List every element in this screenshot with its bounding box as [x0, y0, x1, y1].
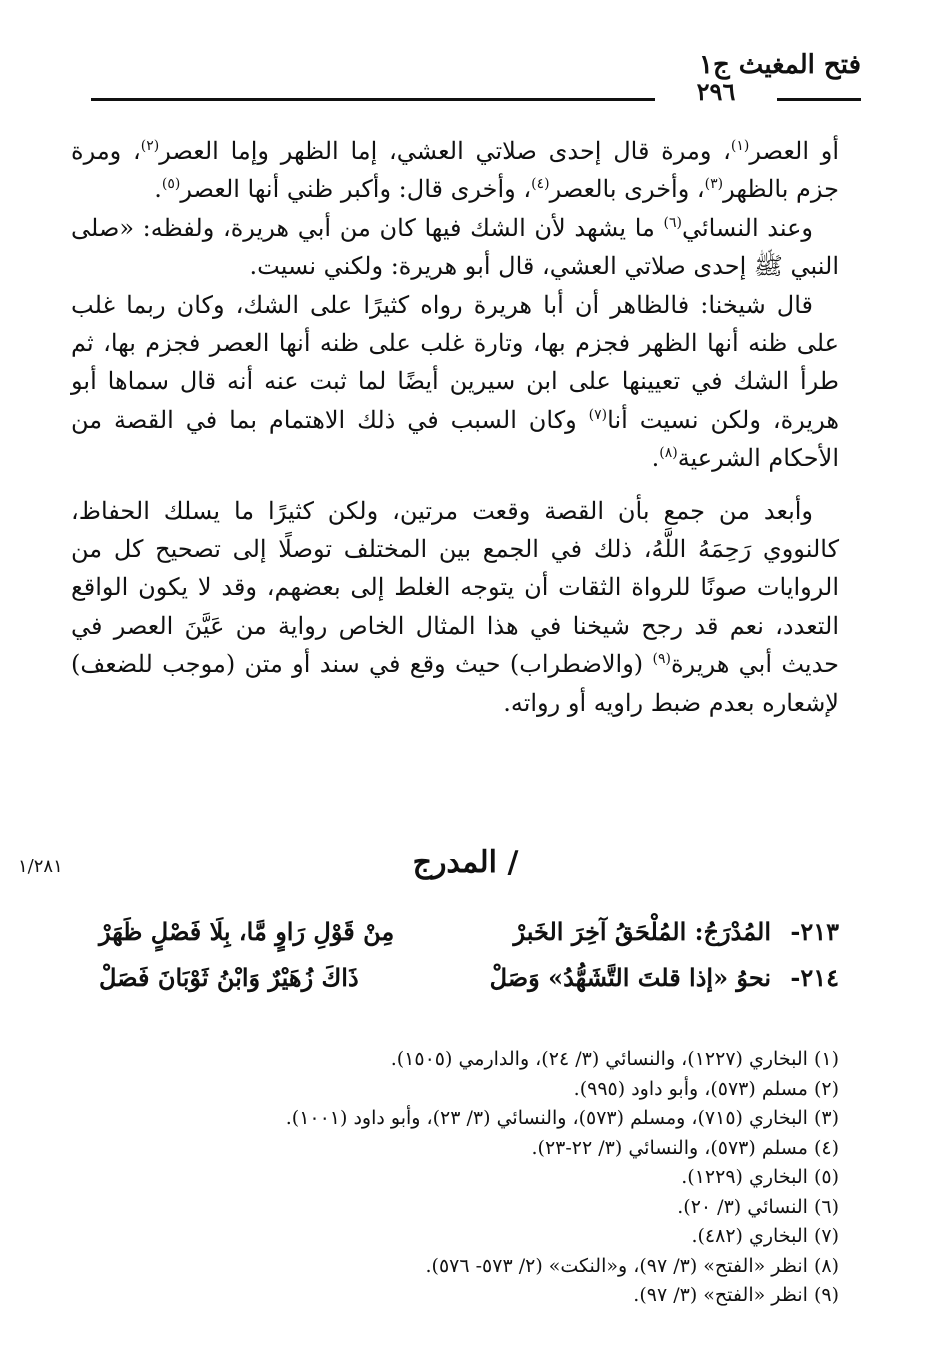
- poem-verses: [99, 917, 839, 1012]
- footnote-item: (٣) البخاري (٧١٥)، ومسلم (٥٧٣)، والنسائي (٣/ ٢٣)، وأبو داود (١٠٠١).: [285, 1107, 839, 1129]
- text-run: وعند النسائي: [682, 213, 814, 242]
- text-run: قال شيخنا: فالظاهر أن أبا هريرة رواه كثيرًا على الشك، وكان ربما غلب على ظنه أنها الظهر فجزم بها، وتارة غلب على ظنه أنها العصر فجزم بها، ثم طرأ الشك في تعيينها على ابن سيرين أيضًا لما ثبت عنه أنه قال سماها أبو هريرة، ولكن نسيت أنا: [71, 290, 839, 434]
- footnote-item: (٦) النسائي (٣/ ٢٠).: [677, 1195, 839, 1218]
- text-run: ، ومرة قال إحدى صلاتي العشي، إما الظهر وإما العصر: [159, 137, 731, 165]
- verse-second-hemistich: ذَاكَ زُهَيْرٌ وَابْنُ ثَوْبَانَ فَصَلْ: [99, 963, 359, 992]
- footnote-ref-5[interactable]: (٥): [161, 176, 181, 193]
- verse-line: [99, 917, 839, 960]
- footnote-item: (٨) انظر «الفتح» (٣/ ٩٧)، و«النكت» (٢/ ٥٧٣- ٥٧٦).: [425, 1254, 839, 1277]
- text-run: ، وأخرى بالعصر: [549, 175, 705, 204]
- body-text: [71, 132, 839, 722]
- footnotes: [79, 1045, 839, 1311]
- footnote-item: (٥) البخاري (١٢٢٩).: [681, 1166, 839, 1188]
- footnote-ref-7[interactable]: (٧): [588, 406, 608, 423]
- text-run: ما يشهد لأن الشك فيها كان من أبي هريرة، ولفظه: «صلى النبي ﷺ إحدى صلاتي العشي، قال أبو هريرة: ولكني نسيت.: [71, 213, 839, 281]
- text-run: وأبعد من جمع بأن القصة وقعت مرتين، ولكن كثيرًا ما يسلك الحفاظ، كالنووي رَحِمَهُ اللَّهُ، ذلك في الجمع بين المختلف توصلًا إلى تصحيح كل من الروايات صونًا للرواة الثقات أن يتوجه الغلط إلى بعضهم، وقد لا يكون الواقع التعدد، نعم قد رجح شيخنا في هذا المثال الخاص رواية من عَيَّنَ العصر في حديث أبي هريرة: [71, 496, 840, 679]
- text-run: ، ومرة جزم بالظهر: [71, 137, 839, 204]
- paragraph-4: [71, 492, 839, 722]
- footnote-ref-8[interactable]: (٨): [659, 445, 678, 462]
- footnote-item: (٢) مسلم (٥٧٣)، وأبو داود (٩٩٥).: [573, 1077, 839, 1100]
- text-run: ، وأخرى قال: وأكبر ظني أنها العصر: [180, 175, 532, 204]
- margin-reference: ١/٢٨١: [18, 856, 63, 877]
- footnote-ref-3[interactable]: (٣): [704, 176, 724, 193]
- footnote-ref-9[interactable]: (٩): [652, 651, 671, 668]
- text-run: أو العصر: [749, 137, 839, 165]
- text-run: (والاضطراب) حيث وقع في سند أو متن (موجب للضعف) لإشعاره بعدم ضبط راويه أو رواته.: [71, 650, 839, 717]
- verse-second-hemistich: مِنْ قَوْلِ رَاوٍ مَّا، بِلَا فَصْلٍ ظَهَرْ: [99, 917, 395, 946]
- verse-first-hemistich: نحوُ «إذا قلتَ التَّشَهُّدُ» وَصَلْ: [489, 963, 771, 992]
- section-heading: / المدرج: [412, 845, 519, 880]
- paragraph-3: [71, 286, 839, 478]
- verse-first-hemistich: المُدْرَجُ: المُلْحَقُ آخِرَ الخَبرْ: [513, 917, 771, 946]
- verse-number: ٢١٣-: [790, 917, 839, 946]
- verse-line: [99, 963, 839, 1006]
- footnote-ref-2[interactable]: (٢): [140, 138, 160, 154]
- text-run: وكان السبب في ذلك الاهتمام بما في القصة من الأحكام الشرعية: [71, 405, 839, 473]
- footnote-item: (٩) انظر «الفتح» (٣/ ٩٧).: [633, 1284, 839, 1306]
- paragraph-2: [71, 209, 839, 286]
- running-title: فتح المغيث ج١: [698, 50, 861, 80]
- paragraph-1: [71, 132, 839, 209]
- text-run: .: [651, 444, 660, 473]
- footnote-ref-1[interactable]: (١): [730, 138, 750, 154]
- footnote-item: (١) البخاري (١٢٢٧)، والنسائي (٣/ ٢٤)، والدارمي (١٥٠٥).: [390, 1048, 839, 1070]
- footnote-ref-4[interactable]: (٤): [531, 176, 550, 193]
- footnote-ref-6[interactable]: (٦): [663, 214, 682, 231]
- verse-number: ٢١٤-: [790, 963, 839, 992]
- text-run: .: [154, 175, 162, 204]
- page-number: ٢٩٦: [655, 80, 777, 104]
- footnote-item: (٧) البخاري (٤٨٢).: [691, 1225, 839, 1247]
- footnote-item: (٤) مسلم (٥٧٣)، والنسائي (٣/ ٢٢-٢٣).: [531, 1136, 839, 1159]
